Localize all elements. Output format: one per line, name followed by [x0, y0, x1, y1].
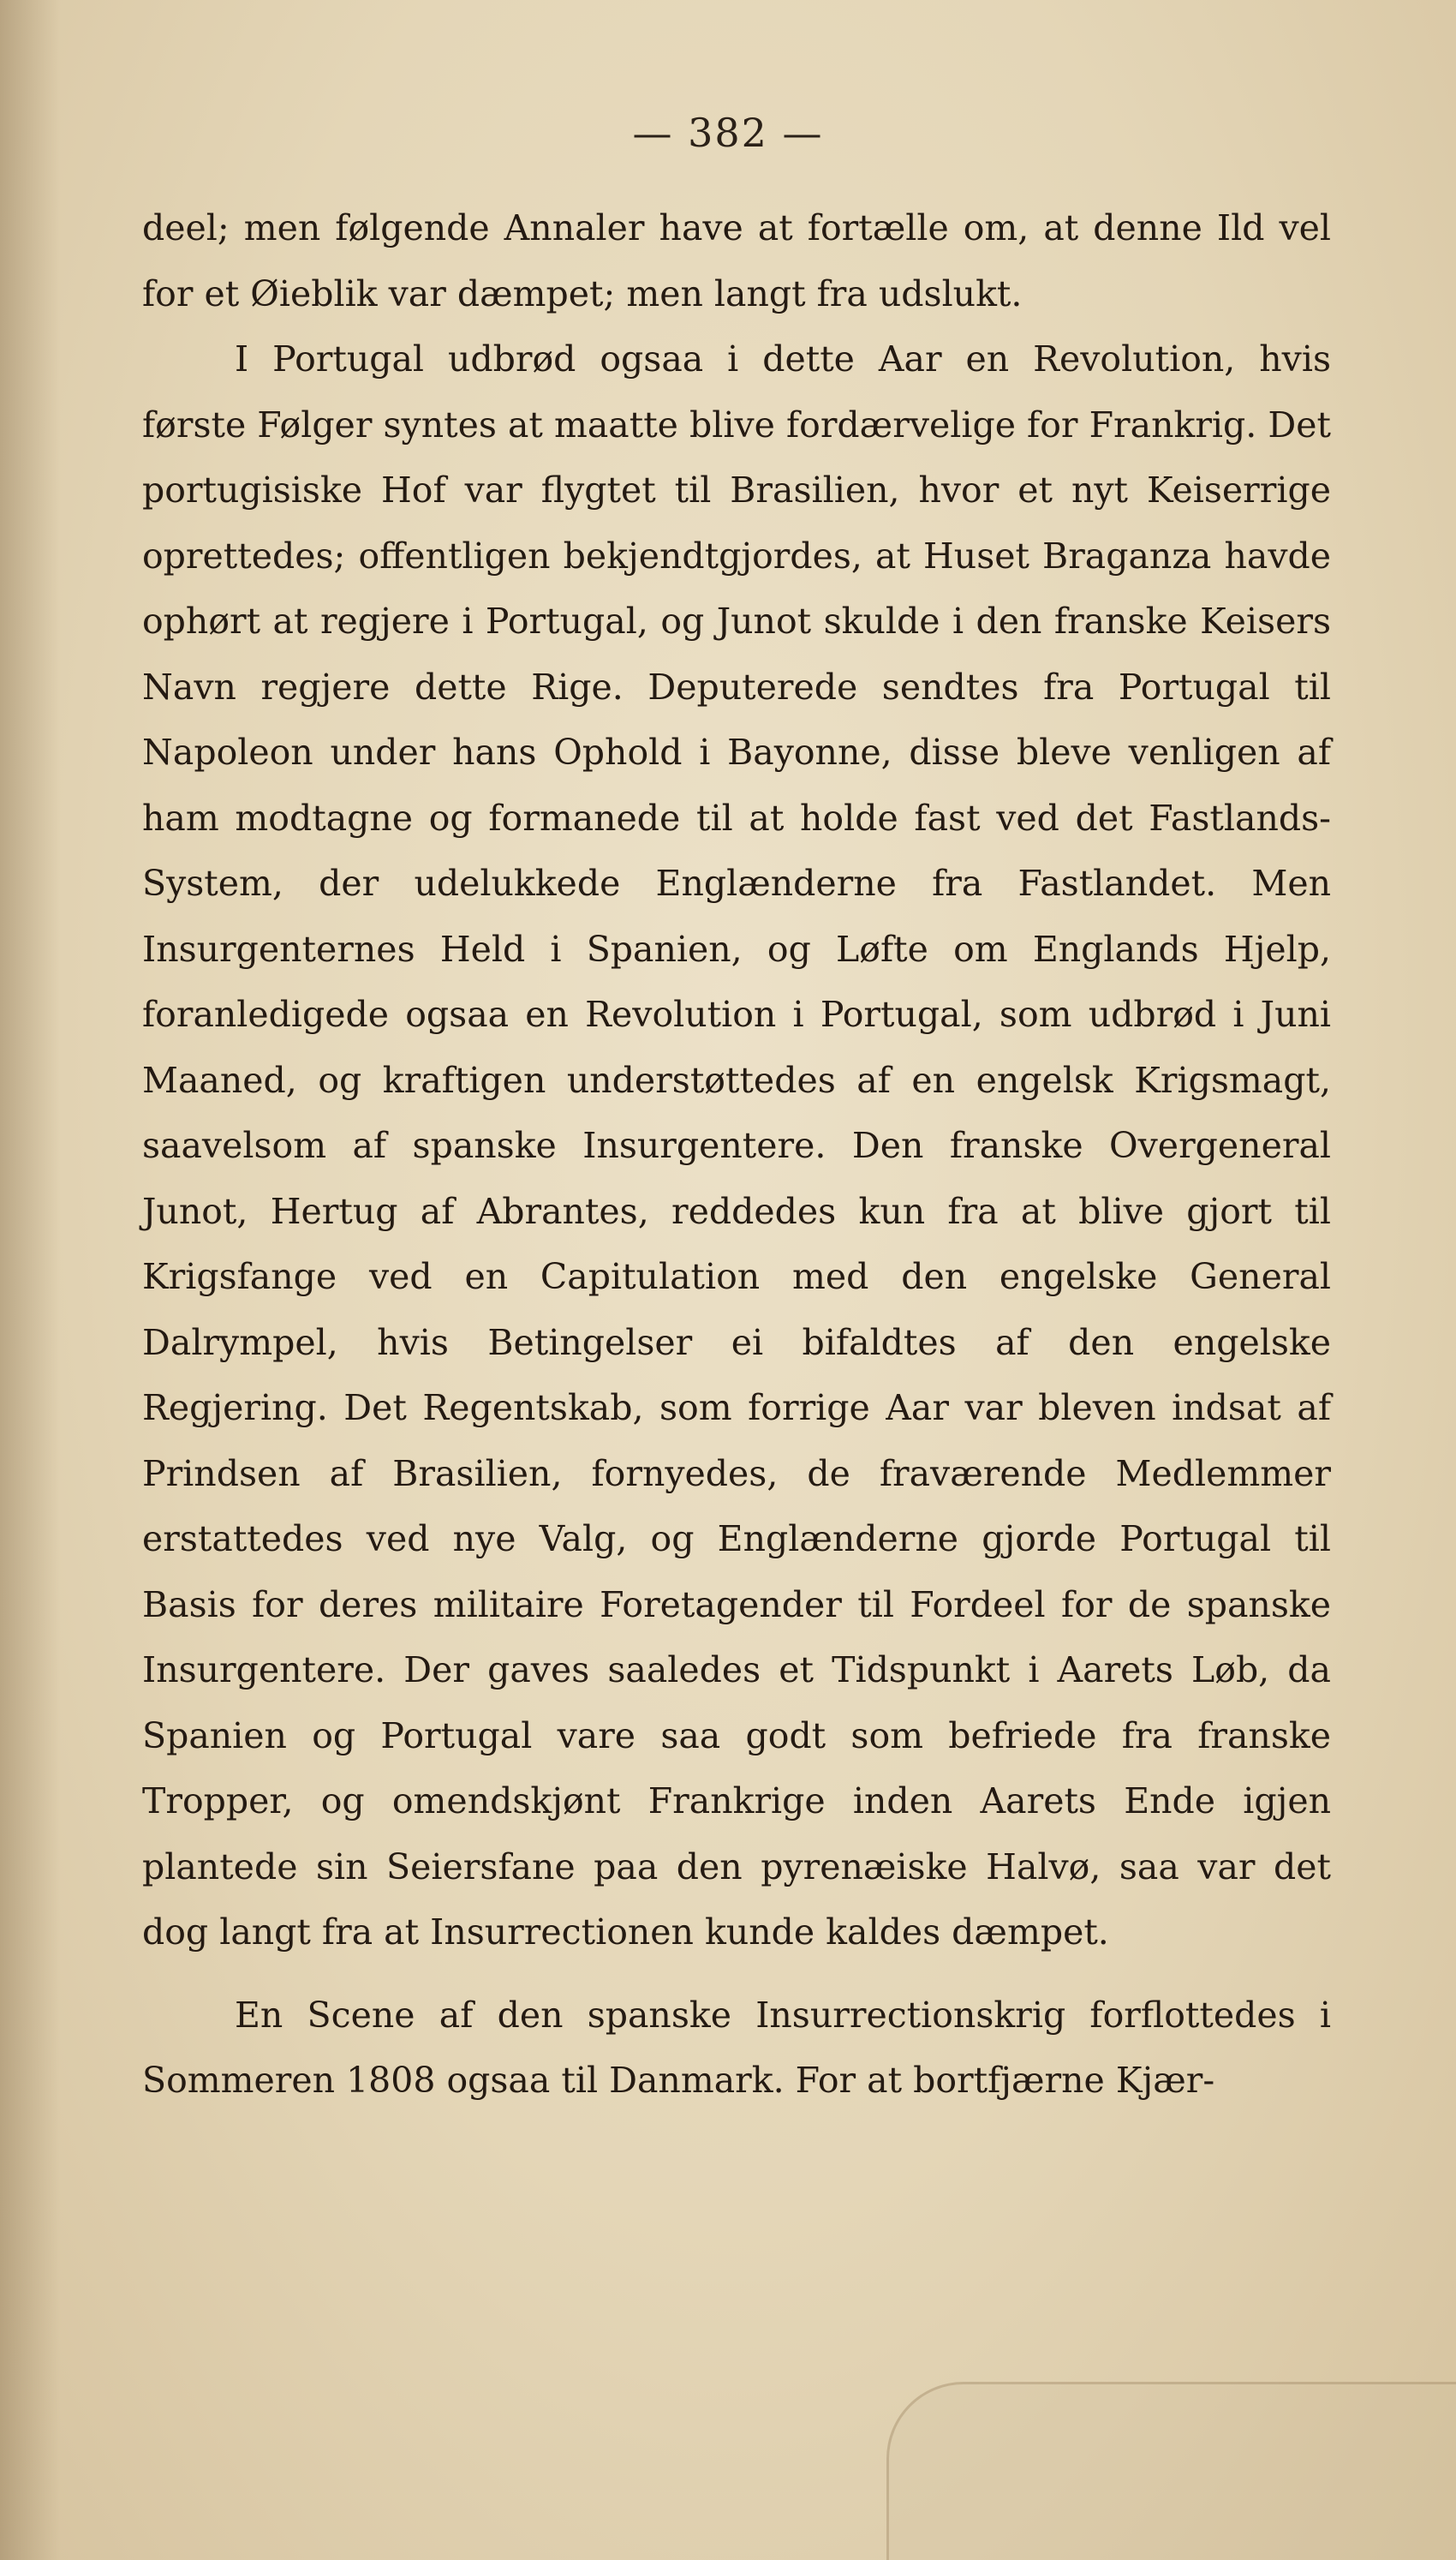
paragraph-portugal-revolution: I Portugal udbrød ogsaa i dette Aar en Revolution, hvis første Følger syntes at maatte blive fordærvelige for Frankrig. Det portugisiske Hof var flygtet til Brasilien, hvor et nyt Keiserrige oprettedes; offentligen bekjendtgjordes, at Huset Braganza havde ophørt at regjere i Portugal, og Junot skulde i den franske Keisers Navn regjere dette Rige. Deputerede sendtes fra Portugal til Napoleon under hans Ophold i Bayonne, disse bleve venligen af ham modtagne og formanede til at holde fast ved det Fastlands-System, der udelukkede Englænderne fra Fastlandet. Men Insurgenternes Held i Spanien, og Løfte om Englands Hjelp, foranledigede ogsaa en Revolution i Portugal, som udbrød i Juni Maaned, og kraftigen understøttedes af en engelsk Krigsmagt, saavelsom af spanske Insurgentere. Den franske Overgeneral Junot, Hertug af Abrantes, reddedes kun fra at blive gjort til Krigsfange ved en Capitulation med den engelske General Dalrympel, hvis Betingelser ei bifaldtes af den engelske Regjering. Det Regentskab, som forrige Aar var bleven indsat af Prindsen af Brasilien, fornyedes, de fraværende Medlemmer erstattedes ved nye Valg, og Englænderne gjorde Portugal til Basis for deres militaire Foretagender til Fordeel for de spanske Insurgentere. Der gaves saaledes et Tidspunkt i Aarets Løb, da Spanien og Portugal vare saa godt som befriede fra franske Tropper, og omendskjønt Frankrige inden Aarets Ende igjen plantede sin Seiersfane paa den pyrenæiske Halvø, saa var det dog langt fra at Insurrectionen kunde kaldes dæmpet.: [142, 338, 1331, 1953]
page-header: [0, 110, 1456, 156]
binding-shadow: [0, 0, 60, 2560]
body-text: [142, 195, 1331, 2114]
page-number: — 382 —: [632, 110, 824, 156]
paragraph-denmark-scene: En Scene af den spanske Insurrectionskrig forflottedes i Sommeren 1808 ogsaa til Danmark. For at bortfjærne Kjær-: [142, 1994, 1331, 2101]
page-corner-fold: [886, 2382, 1456, 2560]
paragraph-continuation: deel; men følgende Annaler have at fortælle om, at denne Ild vel for et Øieblik var dæmpet; men langt fra udslukt.: [142, 207, 1331, 314]
